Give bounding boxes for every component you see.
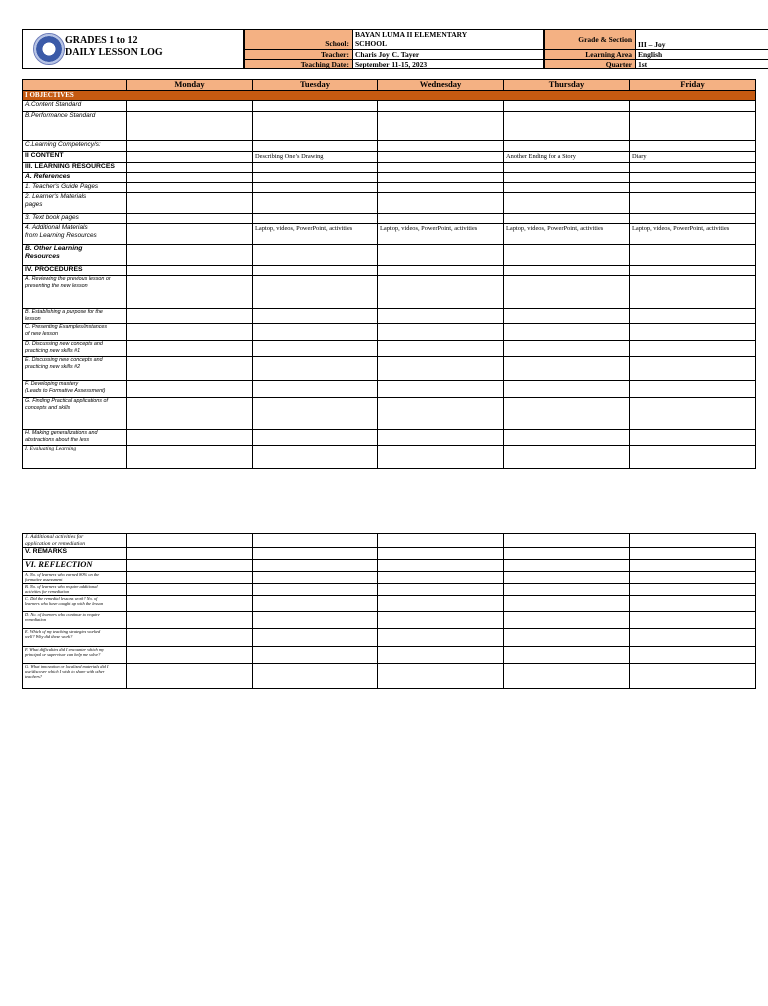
cell[interactable] — [504, 193, 630, 214]
table-row — [23, 584, 756, 596]
learning-area-value: English — [638, 50, 663, 59]
cell[interactable] — [253, 584, 378, 596]
cell[interactable] — [504, 446, 630, 469]
class-info-block — [544, 29, 768, 69]
deped-seal-icon — [33, 33, 65, 65]
cell[interactable] — [504, 560, 630, 572]
content-standard-label: A.Content Standard — [23, 101, 127, 112]
cell[interactable] — [127, 341, 253, 357]
label-line: remediation — [25, 617, 47, 622]
refl-f-label — [23, 647, 127, 664]
cell[interactable] — [253, 629, 378, 647]
cell[interactable] — [630, 214, 756, 224]
materials-monday[interactable] — [127, 224, 253, 245]
cell[interactable] — [378, 572, 504, 584]
label-line: D. No. of learners who continue to require — [25, 612, 100, 617]
cell[interactable] — [127, 214, 253, 224]
competency-friday[interactable] — [630, 141, 756, 152]
cell[interactable] — [630, 398, 756, 430]
cell[interactable] — [378, 612, 504, 629]
day-header-row — [23, 80, 756, 91]
corner-cell — [23, 80, 127, 91]
cell[interactable] — [253, 381, 378, 398]
cell[interactable] — [253, 163, 378, 173]
cell[interactable] — [378, 245, 504, 266]
table-row — [23, 173, 756, 183]
proc-b-label — [23, 309, 127, 324]
additional-materials-label — [23, 224, 127, 245]
cell[interactable] — [253, 341, 378, 357]
cell[interactable] — [127, 183, 253, 193]
header — [22, 29, 768, 69]
cell[interactable] — [630, 324, 756, 341]
title-block — [22, 29, 244, 69]
day-header-thursday: Thursday — [504, 80, 630, 91]
cell[interactable] — [630, 430, 756, 446]
label-line: learners who have caught up with the lesson — [25, 601, 104, 606]
cell[interactable] — [504, 534, 630, 548]
procedures-label: IV. PROCEDURES — [23, 266, 127, 276]
table-row — [23, 647, 756, 664]
cell[interactable] — [253, 183, 378, 193]
table-row — [23, 112, 756, 141]
label-line: presenting the new lesson — [25, 282, 88, 289]
cell[interactable] — [630, 309, 756, 324]
proc-c-label — [23, 324, 127, 341]
teacher-value: Charis Joy C. Tayer — [355, 50, 420, 59]
table-row — [23, 324, 756, 341]
cell[interactable] — [504, 214, 630, 224]
table-row — [23, 381, 756, 398]
label-line: formative assessment — [25, 577, 63, 582]
cell[interactable] — [504, 629, 630, 647]
cell[interactable] — [378, 309, 504, 324]
grade-section-value: III – Joy — [638, 40, 666, 49]
label-line: 2. Learner's Materials — [25, 193, 87, 200]
cell[interactable] — [504, 596, 630, 612]
cell[interactable] — [127, 357, 253, 381]
refl-c-label — [23, 596, 127, 612]
cell[interactable] — [253, 324, 378, 341]
content-standard-friday[interactable] — [630, 101, 756, 112]
proc-i-label: I. Evaluating Learning — [23, 446, 127, 469]
cell[interactable] — [504, 245, 630, 266]
title-line-2: DAILY LESSON LOG — [65, 47, 163, 58]
cell[interactable] — [504, 398, 630, 430]
cell[interactable] — [630, 276, 756, 309]
reflection-label: VI. REFLECTION — [23, 560, 127, 572]
objectives-band — [23, 91, 756, 101]
cell[interactable] — [378, 430, 504, 446]
learning-competency-label: C.Learning Competency/s: — [23, 141, 127, 152]
cell[interactable] — [504, 276, 630, 309]
cell[interactable] — [127, 572, 253, 584]
cell[interactable] — [504, 572, 630, 584]
competency-thursday[interactable] — [504, 141, 630, 152]
cell[interactable] — [630, 629, 756, 647]
performance-standard-thursday[interactable] — [504, 112, 630, 141]
label-line: (Leads to Formative Assessment) — [25, 387, 106, 394]
cell[interactable] — [378, 629, 504, 647]
cell[interactable] — [253, 193, 378, 214]
grade-section-label: Grade & Section — [545, 30, 636, 49]
label-line: lesson — [25, 315, 41, 322]
label-line: F. What difficulties did I encounter which my — [25, 647, 104, 652]
cell[interactable] — [127, 324, 253, 341]
proc-j-label — [23, 534, 127, 548]
school-info-block — [244, 29, 544, 69]
cell[interactable] — [378, 276, 504, 309]
table-row — [23, 163, 756, 173]
cell[interactable] — [127, 446, 253, 469]
label-line: A. No. of learners who earned 80% on the — [25, 572, 100, 577]
quarter-value: 1st — [638, 60, 648, 68]
label-line: J. Additional activities for — [25, 534, 84, 540]
cell[interactable] — [630, 357, 756, 381]
content-label: II CONTENT — [23, 152, 127, 163]
competency-tuesday[interactable] — [253, 141, 378, 152]
cell[interactable] — [504, 430, 630, 446]
table-row — [23, 612, 756, 629]
content-wednesday[interactable] — [378, 152, 504, 163]
cell[interactable] — [630, 163, 756, 173]
cell[interactable] — [378, 357, 504, 381]
cell[interactable] — [253, 173, 378, 183]
school-value-line-2: SCHOOL — [355, 39, 388, 48]
cell[interactable] — [253, 664, 378, 689]
table-row — [23, 276, 756, 309]
table-row — [23, 560, 756, 572]
table-row — [23, 629, 756, 647]
cell[interactable] — [378, 548, 504, 560]
learners-materials-label — [23, 193, 127, 214]
label-line: use/discover which I wish to share with other — [25, 669, 105, 674]
table-row — [23, 398, 756, 430]
content-standard-monday[interactable] — [127, 101, 253, 112]
cell[interactable] — [253, 430, 378, 446]
cell[interactable] — [504, 584, 630, 596]
cell[interactable] — [504, 381, 630, 398]
cell[interactable] — [253, 560, 378, 572]
cell[interactable] — [127, 534, 253, 548]
cell[interactable] — [253, 357, 378, 381]
cell[interactable] — [378, 560, 504, 572]
label-line: Resources — [25, 252, 60, 260]
proc-g-label — [23, 398, 127, 430]
remarks-label: V. REMARKS — [23, 548, 127, 560]
materials-thursday[interactable]: Laptop, videos, PowerPoint, activities — [504, 224, 630, 245]
cell[interactable] — [127, 596, 253, 612]
table-row — [23, 534, 756, 548]
cell[interactable] — [127, 560, 253, 572]
cell[interactable] — [253, 446, 378, 469]
cell[interactable] — [378, 381, 504, 398]
table-row — [23, 430, 756, 446]
cell[interactable] — [378, 398, 504, 430]
cell[interactable] — [630, 560, 756, 572]
label-line: B. Other Learning — [25, 245, 83, 252]
cell[interactable] — [253, 572, 378, 584]
cell[interactable] — [630, 381, 756, 398]
cell[interactable] — [630, 548, 756, 560]
cell[interactable] — [378, 647, 504, 664]
label-line: 4. Additional Materials — [25, 224, 88, 231]
content-monday[interactable] — [127, 152, 253, 163]
label-line: practicing new skills #2 — [25, 363, 81, 370]
label-line: H. Making generalizations and — [25, 430, 98, 436]
proc-f-label — [23, 381, 127, 398]
cell[interactable] — [253, 309, 378, 324]
other-resources-label — [23, 245, 127, 266]
cell[interactable] — [630, 193, 756, 214]
competency-monday[interactable] — [127, 141, 253, 152]
cell[interactable] — [378, 183, 504, 193]
cell[interactable] — [253, 548, 378, 560]
cell[interactable] — [504, 612, 630, 629]
table-row — [23, 245, 756, 266]
performance-standard-wednesday[interactable] — [378, 112, 504, 141]
cell[interactable] — [630, 612, 756, 629]
refl-b-label — [23, 584, 127, 596]
label-line: D. Discussing new concepts and — [25, 341, 103, 347]
cell[interactable] — [253, 647, 378, 664]
proc-e-label — [23, 357, 127, 381]
cell[interactable] — [630, 446, 756, 469]
cell[interactable] — [127, 193, 253, 214]
teaching-date-value: September 11-15, 2023 — [355, 60, 428, 68]
learning-resources-label: III. LEARNING RESOURCES — [23, 163, 127, 173]
objectives-heading: I OBJECTIVES — [23, 91, 756, 101]
cell[interactable] — [630, 534, 756, 548]
label-line: pages — [25, 200, 43, 208]
cell[interactable] — [630, 245, 756, 266]
cell[interactable] — [253, 398, 378, 430]
cell[interactable] — [504, 548, 630, 560]
cell[interactable] — [504, 309, 630, 324]
day-header-friday: Friday — [630, 80, 756, 91]
table-row — [23, 214, 756, 224]
school-value-line-1: BAYAN LUMA II ELEMENTARY — [355, 30, 468, 39]
proc-h-label — [23, 430, 127, 446]
cell[interactable] — [504, 173, 630, 183]
cell[interactable] — [127, 245, 253, 266]
refl-g-label — [23, 664, 127, 689]
refl-d-label — [23, 612, 127, 629]
materials-friday[interactable]: Laptop, videos, PowerPoint, activities — [630, 224, 756, 245]
cell[interactable] — [253, 266, 378, 276]
table-row — [23, 664, 756, 689]
cell[interactable] — [630, 183, 756, 193]
refl-a-label — [23, 572, 127, 584]
day-header-tuesday: Tuesday — [253, 80, 378, 91]
competency-wednesday[interactable] — [378, 141, 504, 152]
cell[interactable] — [127, 276, 253, 309]
table-row — [23, 357, 756, 381]
proc-d-label — [23, 341, 127, 357]
cell[interactable] — [127, 548, 253, 560]
cell[interactable] — [378, 534, 504, 548]
teacher-label: Teacher: — [245, 50, 353, 59]
content-standard-wednesday[interactable] — [378, 101, 504, 112]
cell[interactable] — [504, 647, 630, 664]
label-line: G. Finding Practical applications of — [25, 398, 108, 404]
cell[interactable] — [378, 173, 504, 183]
cell[interactable] — [378, 324, 504, 341]
label-line: E. Discussing new concepts and — [25, 357, 103, 363]
cell[interactable] — [504, 183, 630, 193]
cell[interactable] — [378, 214, 504, 224]
performance-standard-tuesday[interactable] — [253, 112, 378, 141]
cell[interactable] — [504, 664, 630, 689]
cell[interactable] — [127, 266, 253, 276]
refl-e-label — [23, 629, 127, 647]
materials-tuesday[interactable]: Laptop, videos, PowerPoint, activities — [253, 224, 378, 245]
cell[interactable] — [378, 446, 504, 469]
cell[interactable] — [127, 398, 253, 430]
performance-standard-monday[interactable] — [127, 112, 253, 141]
content-standard-thursday[interactable] — [504, 101, 630, 112]
content-thursday[interactable]: Another Ending for a Story — [504, 152, 630, 163]
cell[interactable] — [253, 596, 378, 612]
cell[interactable] — [378, 193, 504, 214]
cell[interactable] — [127, 173, 253, 183]
label-line: of new lesson — [25, 330, 58, 337]
cell[interactable] — [378, 664, 504, 689]
cell[interactable] — [504, 163, 630, 173]
learning-area-label: Learning Area — [545, 50, 636, 59]
cell[interactable] — [630, 572, 756, 584]
references-label: A. References — [23, 173, 127, 183]
form-title — [65, 35, 163, 59]
cell[interactable] — [504, 357, 630, 381]
table-row — [23, 101, 756, 112]
day-header-wednesday: Wednesday — [378, 80, 504, 91]
content-row — [23, 152, 756, 163]
cell[interactable] — [253, 612, 378, 629]
cell[interactable] — [504, 324, 630, 341]
cell[interactable] — [630, 664, 756, 689]
cell[interactable] — [378, 341, 504, 357]
textbook-label: 3. Text book pages — [23, 214, 127, 224]
proc-a-label — [23, 276, 127, 309]
cell[interactable] — [630, 341, 756, 357]
materials-row — [23, 224, 756, 245]
table-row — [23, 309, 756, 324]
cell[interactable] — [253, 276, 378, 309]
label-line: B. Establishing a purpose for the — [25, 309, 103, 315]
content-friday[interactable]: Diary — [630, 152, 756, 163]
cell[interactable] — [504, 266, 630, 276]
label-line: B. No. of learners who require additional — [25, 584, 98, 589]
label-line: well? Why did these work? — [25, 634, 73, 639]
cell[interactable] — [127, 430, 253, 446]
quarter-label: Quarter — [545, 60, 636, 68]
label-line: abstractions about the less — [25, 436, 90, 443]
table-row — [23, 141, 756, 152]
title-line-1: GRADES 1 to 12 — [65, 35, 138, 46]
table-row — [23, 266, 756, 276]
label-line: practicing new skills #1 — [25, 347, 81, 354]
cell[interactable] — [127, 163, 253, 173]
cell[interactable] — [127, 309, 253, 324]
label-line: E. Which of my teaching strategies worked — [25, 629, 101, 634]
school-label: School: — [245, 30, 353, 49]
table-row — [23, 548, 756, 560]
cell[interactable] — [127, 584, 253, 596]
label-line: activities for remediation — [25, 589, 70, 594]
content-standard-tuesday[interactable] — [253, 101, 378, 112]
cell[interactable] — [504, 341, 630, 357]
cell[interactable] — [630, 647, 756, 664]
table-row — [23, 183, 756, 193]
label-line: C. Did the remedial lessons work? No. of — [25, 596, 98, 601]
cell[interactable] — [127, 664, 253, 689]
table-row — [23, 446, 756, 469]
table-row — [23, 596, 756, 612]
cell[interactable] — [253, 214, 378, 224]
day-header-monday: Monday — [127, 80, 253, 91]
label-line: C. Presenting Examples/instances — [25, 324, 108, 330]
cell[interactable] — [378, 163, 504, 173]
cell[interactable] — [127, 381, 253, 398]
label-line: concepts and skills — [25, 404, 71, 411]
cell[interactable] — [630, 173, 756, 183]
table-row — [23, 193, 756, 214]
cell[interactable] — [127, 629, 253, 647]
school-value — [353, 30, 543, 49]
table-row — [23, 341, 756, 357]
label-line: teachers? — [25, 674, 43, 679]
cell[interactable] — [630, 584, 756, 596]
teaching-date-label: Teaching Date: — [245, 60, 353, 68]
cell[interactable] — [127, 612, 253, 629]
performance-standard-friday[interactable] — [630, 112, 756, 141]
label-line: G. What innovation or localized materials did I — [25, 664, 109, 669]
cell[interactable] — [378, 596, 504, 612]
cell[interactable] — [630, 266, 756, 276]
lesson-log-table — [22, 79, 756, 469]
cell[interactable] — [253, 534, 378, 548]
cell[interactable] — [378, 266, 504, 276]
label-line: from Learning Resources — [25, 231, 97, 239]
label-line: F. Developing mastery — [25, 381, 79, 387]
materials-wednesday[interactable]: Laptop, videos, PowerPoint, activities — [378, 224, 504, 245]
table-row — [23, 572, 756, 584]
lesson-log-table-continued — [22, 533, 756, 689]
label-line: principal or supervisor can help me solve? — [25, 652, 101, 657]
cell[interactable] — [630, 596, 756, 612]
teachers-guide-label: 1. Teacher's Guide Pages — [23, 183, 127, 193]
cell[interactable] — [127, 647, 253, 664]
cell[interactable] — [253, 245, 378, 266]
cell[interactable] — [378, 584, 504, 596]
performance-standard-label: B.Performance Standard — [23, 112, 127, 141]
content-tuesday[interactable]: Describing One’s Drawing — [253, 152, 378, 163]
label-line: application or remediation — [25, 540, 86, 547]
label-line: A. Reviewing the previous lesson or — [25, 276, 111, 282]
